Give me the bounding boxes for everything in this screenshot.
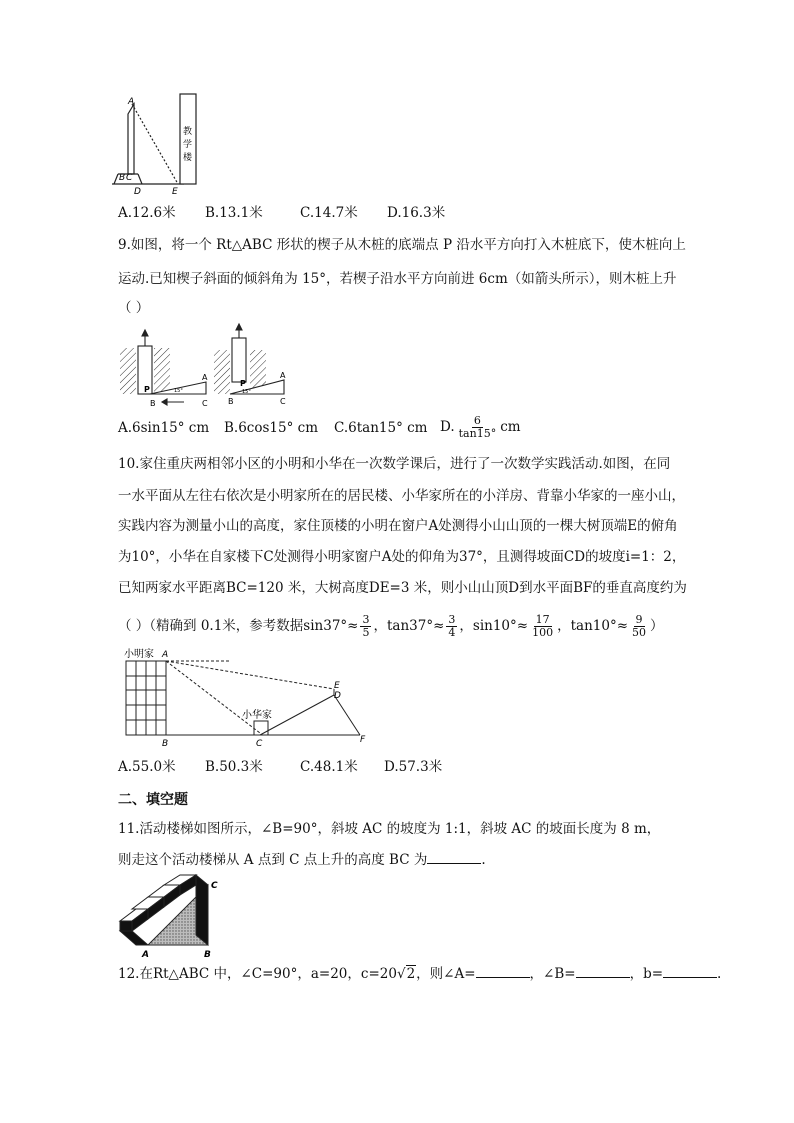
- q9-option-a[interactable]: A.6sin15° cm: [118, 420, 210, 436]
- q10-text-2: 一水平面从左往右依次是小明家所在的居民楼、小华家所在的小洋房、背靠小华家的一座小山，: [118, 488, 685, 504]
- q11-text-2-suffix: .: [481, 852, 486, 868]
- q10-label-xiaoming: 小明家: [124, 649, 154, 660]
- q10-ref-frac-1-num: 3: [362, 613, 370, 626]
- q9-left-label-angle: 15°: [174, 388, 183, 394]
- q10-text-4: 为10°，小华在自家楼下C处测得小明家窗户A处的仰角为37°，且测得坡面CD的坡度i=1：2，: [118, 549, 686, 565]
- q10-text-3: 实践内容为测量小山的高度，家住顶楼的小明在窗户A处测得小山山顶的一棵大树顶端E的俯角: [118, 518, 678, 534]
- q11-label-a: A: [142, 950, 149, 960]
- q12-prefix: 12.在Rt△ABC 中，∠C=90°，a=20，c=20: [118, 966, 397, 982]
- q11-text-2-prefix: 则走这个活动楼梯从 A 点到 C 点上升的高度 BC 为: [118, 852, 428, 868]
- q9-right-label-p: P: [240, 379, 246, 388]
- q10-xiaohua-house: [254, 721, 268, 735]
- q10-sight-ca: [166, 661, 260, 733]
- q10-ref-mid-3: ，tan10°≈: [557, 618, 629, 634]
- q12-mid-2: ，∠B=: [529, 966, 576, 982]
- q11-stairs-figure: [118, 873, 222, 959]
- q8-label-c: C: [126, 173, 133, 183]
- q9-option-c[interactable]: C.6tan15° cm: [334, 420, 428, 436]
- q10-ref-prefix: （ ）（精确到 0.1米，参考数据sin37°≈: [118, 618, 359, 634]
- q9-option-d-fraction: [457, 415, 499, 440]
- q10-text-6: [118, 612, 664, 640]
- q12-blank-side-b[interactable]: [663, 963, 717, 978]
- q12-mid-1: ，则∠A=: [416, 966, 476, 982]
- q8-option-b[interactable]: B.13.1米: [205, 205, 263, 221]
- q11-label-c: C: [211, 881, 218, 891]
- q10-option-c[interactable]: C.48.1米: [300, 759, 358, 775]
- q10-ref-frac-1-den: 5: [362, 626, 370, 639]
- q9-option-b[interactable]: B.6cos15° cm: [224, 420, 318, 436]
- q10-ref-frac-1: [360, 614, 371, 639]
- q9-option-d-den: tan15°: [458, 427, 497, 440]
- q9-figure-right: [214, 320, 288, 410]
- q10-option-d[interactable]: D.57.3米: [384, 759, 443, 775]
- q10-label-c: C: [256, 739, 263, 749]
- q8-building-char-1: 教: [183, 127, 193, 137]
- q9-left-label-b: B: [150, 399, 156, 408]
- q12-blank-angle-a[interactable]: [476, 963, 530, 978]
- q9-option-d-prefix: D.: [440, 419, 455, 435]
- q10-option-b[interactable]: B.50.3米: [205, 759, 263, 775]
- q10-ref-mid-2: ，sin10°≈: [459, 618, 529, 634]
- q10-label-a: A: [162, 650, 169, 660]
- q10-label-e: E: [334, 681, 340, 691]
- q8-building-char-3: 楼: [183, 153, 193, 163]
- q11-answer-blank[interactable]: [427, 849, 481, 864]
- q9-text-2: 运动.已知楔子斜面的倾斜角为 15°，若楔子沿水平方向前进 6cm（如箭头所示），则木桩上升: [118, 271, 677, 287]
- q10-ref-frac-3: [530, 614, 555, 639]
- q10-ref-suffix: ）: [650, 618, 664, 634]
- q8-option-c[interactable]: C.14.7米: [300, 205, 358, 221]
- q12-sqrt-value: 2: [406, 966, 416, 982]
- q10-ref-mid-1: ，tan37°≈: [373, 618, 445, 634]
- q8-figure: [112, 92, 202, 197]
- q8-label-b: B: [119, 173, 126, 183]
- q10-text-5: 已知两家水平距离BC=120 米，大树高度DE=3 米，则小山山顶D到水平面BF的垂直高度约为: [118, 580, 687, 596]
- q9-option-d[interactable]: [440, 414, 521, 440]
- q9-right-label-b: B: [228, 397, 234, 406]
- q12-mid-3: ，b=: [629, 966, 664, 982]
- q9-right-label-angle: 15°: [242, 389, 251, 395]
- q9-left-label-c: C: [202, 399, 208, 408]
- q8-building-char-2: 学: [183, 140, 193, 150]
- q9-text-1: 9.如图，将一个 Rt△ABC 形状的楔子从木桩的底端点 P 沿水平方向打入木桩底下，使木桩向上: [118, 237, 686, 253]
- q8-option-a[interactable]: A.12.6米: [118, 205, 176, 221]
- q11-text-2: [118, 849, 486, 870]
- q10-label-b: B: [162, 739, 169, 749]
- q9-right-stake: [232, 338, 246, 382]
- q11-label-b: B: [204, 950, 211, 960]
- q8-label-e: E: [172, 187, 178, 197]
- q8-label-d: D: [134, 187, 141, 197]
- q8-building: [180, 94, 196, 184]
- q10-ref-frac-2-den: 4: [448, 626, 456, 639]
- q10-figure: [120, 645, 380, 750]
- q9-option-d-suffix: cm: [500, 419, 521, 435]
- section-fill-in-title: 二、填空题: [118, 792, 188, 808]
- q8-sight-line: [132, 104, 178, 184]
- q10-ref-frac-2: [446, 614, 457, 639]
- q10-ref-frac-4: [630, 614, 648, 639]
- q12-text: [118, 963, 721, 984]
- q8-label-a: A: [128, 97, 135, 107]
- q10-ref-frac-3-den: 100: [532, 626, 554, 639]
- q10-ref-frac-2-num: 3: [448, 613, 456, 626]
- q10-label-xiaohua: 小华家: [242, 710, 272, 721]
- q11-text-1: 11.活动楼梯如图所示，∠B=90°，斜坡 AC 的坡度为 1:1，斜坡 AC 的坡面长度为 8 m，: [118, 821, 661, 837]
- q9-right-label-c: C: [280, 397, 286, 406]
- q9-left-label-a: A: [202, 373, 208, 382]
- q10-ref-frac-3-num: 17: [535, 613, 550, 626]
- q9-right-label-a: A: [280, 371, 286, 380]
- q10-ref-frac-4-num: 9: [635, 613, 643, 626]
- q10-ref-frac-4-den: 50: [632, 626, 647, 639]
- q12-sqrt-sign: √: [396, 966, 406, 982]
- q9-figure-left: [120, 326, 210, 410]
- q10-label-d: D: [334, 691, 341, 701]
- q10-option-a[interactable]: A.55.0米: [118, 759, 176, 775]
- q9-left-label-p: P: [144, 385, 150, 394]
- q9-option-d-num: 6: [473, 414, 481, 427]
- q10-slope-df: [334, 695, 360, 735]
- q12-blank-angle-b[interactable]: [576, 963, 630, 978]
- q12-suffix: .: [717, 966, 722, 982]
- q8-option-d[interactable]: D.16.3米: [387, 205, 446, 221]
- q10-text-1: 10.家住重庆两相邻小区的小明和小华在一次数学课后，进行了一次数学实践活动.如图，在同: [118, 456, 671, 472]
- q9-text-3: （ ）: [118, 300, 150, 316]
- q10-sight-ae: [166, 661, 334, 689]
- q8-pole: [128, 104, 134, 174]
- q10-label-f: F: [360, 735, 366, 745]
